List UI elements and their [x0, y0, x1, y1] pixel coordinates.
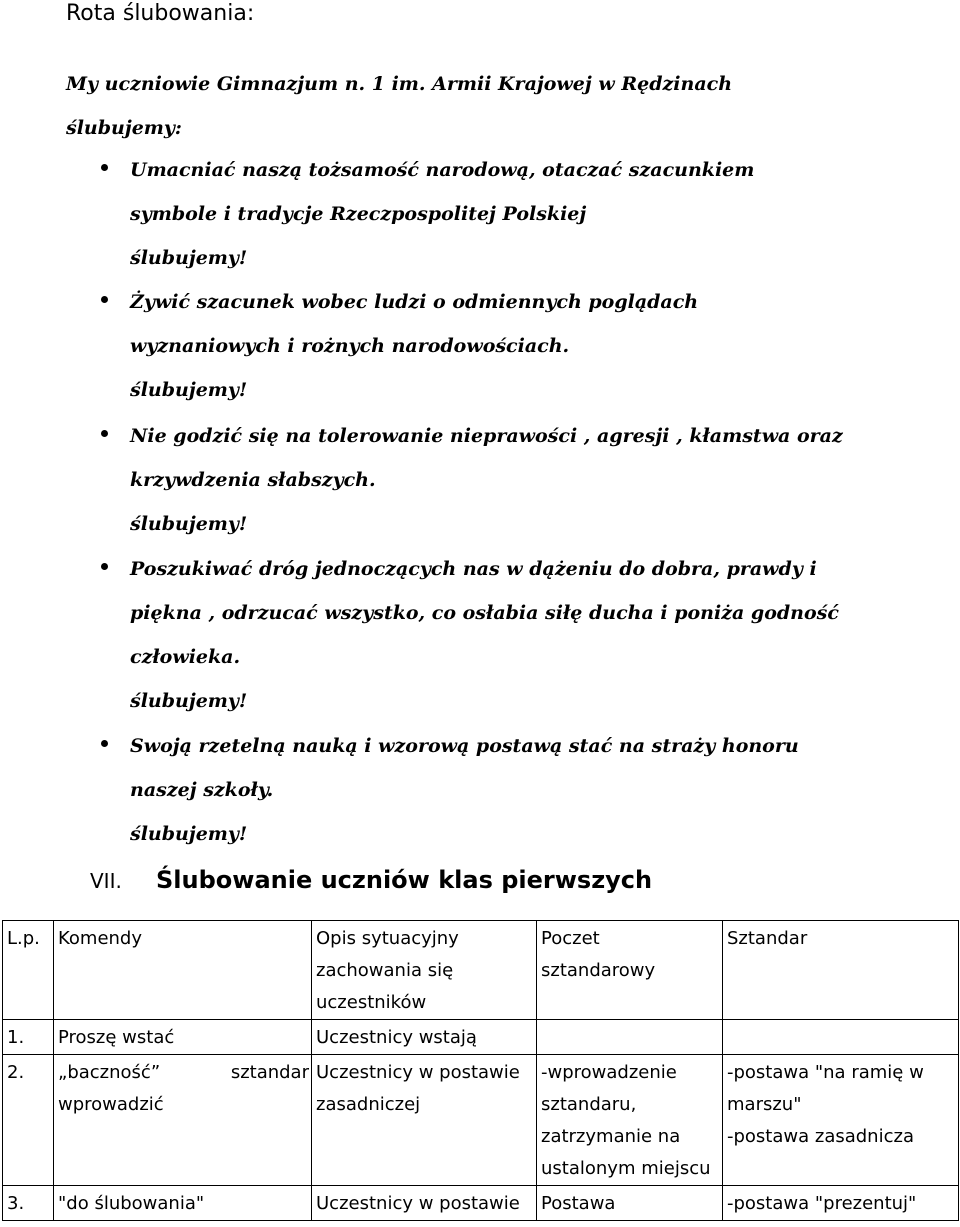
cell-text: Uczestnicy w postawie: [316, 1062, 520, 1083]
bullet-icon: [101, 563, 108, 570]
cell-sztandar: [723, 1020, 959, 1055]
cell-text: Proszę wstać: [58, 1027, 175, 1048]
oath-line: naszej szkoły.: [130, 779, 274, 801]
cell-text: Uczestnicy wstają: [316, 1027, 477, 1048]
oath-item: [130, 547, 940, 723]
oath-line: krzywdzenia słabszych.: [130, 469, 376, 491]
cell-text: Poczet: [541, 928, 600, 949]
cell-text: wprowadzić: [58, 1094, 164, 1115]
oath-refrain: ślubujemy!: [130, 823, 248, 845]
cell-opis: [312, 1020, 537, 1055]
cell-text: Uczestnicy w postawie: [316, 1193, 520, 1214]
cell-text: -postawa "prezentuj": [727, 1193, 917, 1214]
header-cell-lp: [3, 921, 54, 1020]
cell-text: marszu": [727, 1094, 802, 1115]
cell-text: 2.: [7, 1062, 25, 1083]
cell-text: Komendy: [58, 928, 143, 949]
cell-poczet: [537, 1020, 723, 1055]
cell-text: -postawa zasadnicza: [727, 1126, 914, 1147]
oath-line: Swoją rzetelną nauką i wzorową postawą stać na straży honoru: [130, 735, 799, 757]
cell-sztandar: [723, 1186, 959, 1221]
oath-line: symbole i tradycje Rzeczpospolitej Polskiej: [130, 203, 587, 225]
oath-line: Umacniać naszą tożsamość narodową, otaczać szacunkiem: [130, 159, 755, 181]
cell-text: zatrzymanie na: [541, 1126, 681, 1147]
oath-refrain: ślubujemy!: [130, 247, 248, 269]
table-header-row: [3, 921, 959, 1020]
oath-line: piękna , odrzucać wszystko, co osłabia siłę ducha i poniża godność: [130, 602, 839, 624]
cell-text: ustalonym miejscu: [541, 1158, 711, 1179]
cell-lp: [3, 1186, 54, 1221]
header-cell-sztandar: [723, 921, 959, 1020]
oath-refrain: ślubujemy!: [130, 379, 248, 401]
cell-text: Opis sytuacyjny: [316, 928, 459, 949]
cell-lp: [3, 1020, 54, 1055]
oath-refrain: ślubujemy!: [130, 690, 248, 712]
cell-text-justified: [58, 1057, 309, 1089]
header-cell-komendy: [54, 921, 312, 1020]
oath-item: [130, 414, 940, 546]
oath-intro-line: My uczniowie Gimnazjum n. 1 im. Armii Krajowej w Rędzinach: [66, 73, 733, 95]
cell-opis: [312, 1055, 537, 1186]
cell-text: 1.: [7, 1027, 25, 1048]
oath-line: wyznaniowych i rożnych narodowościach.: [130, 335, 570, 357]
cell-opis: [312, 1186, 537, 1221]
section-number: VII.: [90, 869, 122, 893]
cell-text: zachowania się: [316, 960, 454, 981]
cell-text: sztandaru,: [541, 1094, 637, 1115]
cell-text: Sztandar: [727, 928, 808, 949]
bullet-icon: [101, 164, 108, 171]
cell-poczet: [537, 1186, 723, 1221]
section-title: Ślubowanie uczniów klas pierwszych: [156, 866, 653, 894]
bullet-icon: [101, 296, 108, 303]
cell-lp: [3, 1055, 54, 1186]
section-heading: [90, 866, 652, 894]
cell-text: zasadniczej: [316, 1094, 421, 1115]
cell-text: "do ślubowania": [58, 1193, 205, 1214]
oath-intro: [66, 62, 732, 150]
header-cell-opis: [312, 921, 537, 1020]
oath-item: [130, 280, 940, 412]
table-row: [3, 1186, 959, 1221]
cell-komendy: [54, 1186, 312, 1221]
cell-text: -wprowadzenie: [541, 1062, 677, 1083]
cell-text: sztandar: [230, 1062, 309, 1083]
oath-line: Nie godzić się na tolerowanie nieprawości , agresji , kłamstwa oraz: [130, 425, 843, 447]
oath-intro-line: ślubujemy:: [66, 117, 182, 139]
page-heading: Rota ślubowania:: [66, 1, 255, 26]
oath-item: [130, 148, 940, 280]
bullet-icon: [101, 430, 108, 437]
oath-line: Poszukiwać dróg jednoczących nas w dążeniu do dobra, prawdy i: [130, 558, 817, 580]
ceremony-table: [2, 920, 959, 1221]
cell-poczet: [537, 1055, 723, 1186]
cell-text: uczestników: [316, 992, 427, 1013]
cell-text: sztandarowy: [541, 960, 656, 981]
oath-refrain: ślubujemy!: [130, 513, 248, 535]
cell-text: 3.: [7, 1193, 25, 1214]
oath-line: Żywić szacunek wobec ludzi o odmiennych poglądach: [130, 291, 699, 313]
table-row: [3, 1020, 959, 1055]
oath-item: [130, 724, 940, 856]
cell-sztandar: [723, 1055, 959, 1186]
table-row: [3, 1055, 959, 1186]
cell-komendy: [54, 1020, 312, 1055]
oath-line: człowieka.: [130, 646, 241, 668]
cell-text: „baczność”: [58, 1062, 161, 1083]
cell-text: Postawa: [541, 1193, 616, 1214]
cell-text: L.p.: [7, 928, 40, 949]
cell-komendy: [54, 1055, 312, 1186]
bullet-icon: [101, 740, 108, 747]
cell-text: -postawa "na ramię w: [727, 1062, 924, 1083]
header-cell-poczet: [537, 921, 723, 1020]
